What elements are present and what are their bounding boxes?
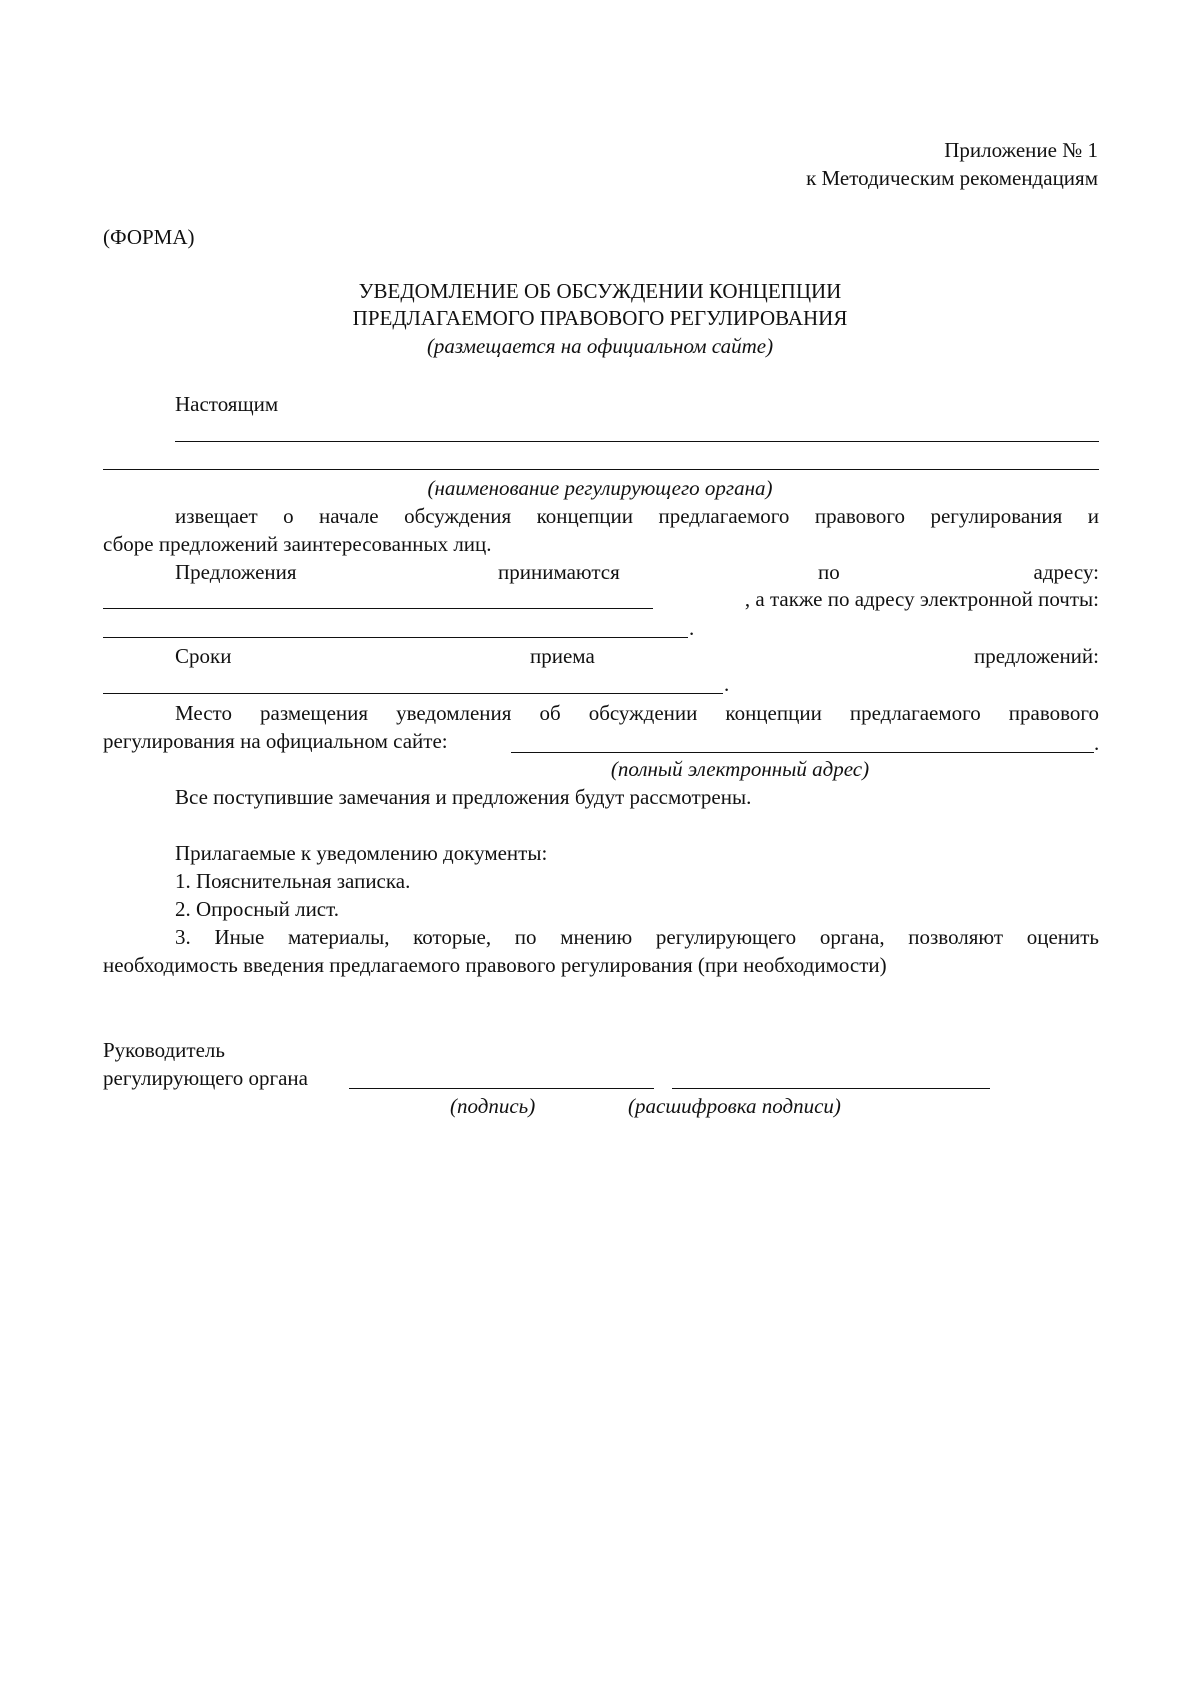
place-line-1: Место размещения уведомления об обсуждении концепции предлагаемого правового — [175, 701, 1099, 725]
doc-item-3-line-1: 3. Иные материалы, которые, по мнению регулирующего органа, позволяют оценить — [175, 925, 1099, 949]
signature-line — [349, 1088, 654, 1089]
period-word-3: предложений: — [973, 644, 1099, 668]
doc-item-2: 2. Опросный лист. — [175, 897, 339, 921]
proposals-word-1: Предложения — [175, 560, 297, 584]
regulator-caption: (наименование регулирующего органа) — [427, 476, 773, 500]
site-address-line — [511, 752, 1094, 753]
period-line — [103, 693, 723, 694]
proposals-word-3: по — [818, 560, 840, 584]
place-line-2: регулирования на официальном сайте: — [103, 729, 448, 753]
proposals-word-2: принимаются — [498, 560, 620, 584]
site-address-period: . — [1094, 731, 1100, 755]
doc-item-1: 1. Пояснительная записка. — [175, 869, 411, 893]
signature-role-line-2: регулирующего органа — [103, 1066, 308, 1090]
review-note: Все поступившие замечания и предложения будут рассмотрены. — [175, 785, 752, 809]
signature-decode-line — [672, 1088, 990, 1089]
title-line-1: УВЕДОМЛЕНИЕ ОБ ОБСУЖДЕНИИ КОНЦЕПЦИИ — [358, 279, 842, 303]
announce-line-1: извещает о начале обсуждения концепции предлагаемого правового регулирования и — [175, 504, 1099, 528]
signature-role-line-1: Руководитель — [103, 1038, 225, 1062]
form-label: (ФОРМА) — [103, 225, 195, 249]
address-caption: (полный электронный адрес) — [610, 757, 870, 781]
proposals-word-4: адресу: — [1033, 560, 1099, 584]
period-word-1: Сроки — [175, 644, 232, 668]
regulator-name-line-1 — [175, 441, 1099, 442]
title-note: (размещается на официальном сайте) — [426, 334, 774, 358]
doc-item-3-line-2: необходимость введения предлагаемого правового регулирования (при необходимости) — [103, 953, 887, 977]
email-address-line — [103, 637, 688, 638]
announce-line-2: сборе предложений заинтересованных лиц. — [103, 532, 492, 556]
intro-word: Настоящим — [175, 392, 279, 416]
period-word-2: приема — [530, 644, 595, 668]
email-period: . — [689, 616, 695, 640]
period-dot: . — [724, 672, 730, 696]
postal-address-line — [103, 608, 653, 609]
title-line-2: ПРЕДЛАГАЕМОГО ПРАВОВОГО РЕГУЛИРОВАНИЯ — [352, 306, 848, 330]
docs-heading: Прилагаемые к уведомлению документы: — [175, 841, 548, 865]
appendix-reference: к Методическим рекомендациям — [806, 166, 1098, 190]
regulator-name-line-2 — [103, 469, 1099, 470]
signature-decode-caption: (расшифровка подписи) — [628, 1094, 841, 1118]
signature-caption: (подпись) — [450, 1094, 536, 1118]
email-text: , а также по адресу электронной почты: — [744, 587, 1099, 611]
appendix-number: Приложение № 1 — [944, 138, 1098, 162]
